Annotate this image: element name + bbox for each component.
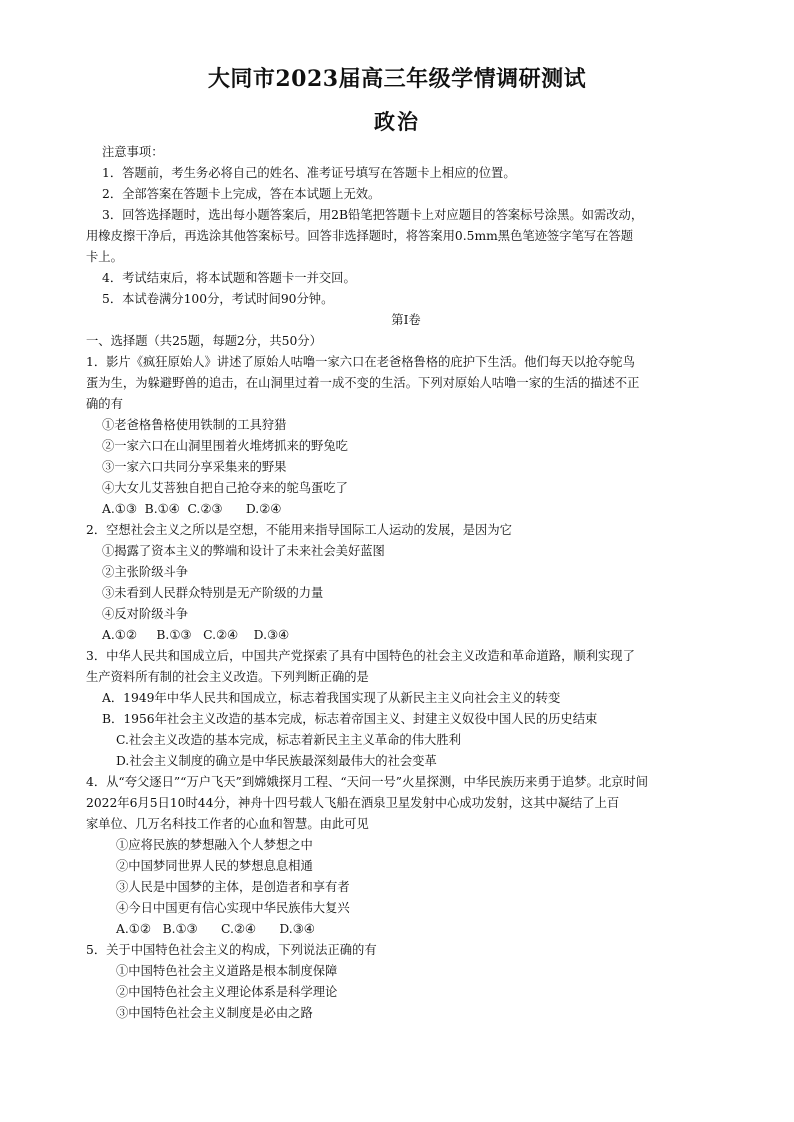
question-2-item: ③未看到人民群众特别是无产阶级的力量: [102, 586, 324, 600]
note-line: 4．考试结束后，将本试题和答题卡一并交回。: [102, 271, 356, 285]
question-5-item: ②中国特色社会主义理论体系是科学理论: [116, 985, 338, 999]
question-2-stem: 2．空想社会主义之所以是空想，不能用来指导国际工人运动的发展，是因为它: [86, 523, 512, 537]
question-3-option: A．1949年中华人民共和国成立，标志着我国实现了从新民主主义向社会主义的转变: [102, 691, 561, 705]
question-2-item: ④反对阶级斗争: [102, 607, 189, 621]
question-1-stem: 蛋为生，为躲避野兽的追击，在山洞里过着一成不变的生活。下列对原始人咕噜一家的生活的描述不正: [86, 376, 640, 390]
question-5-item: ①中国特色社会主义道路是根本制度保障: [116, 964, 338, 978]
note-line: 2．全部答案在答题卡上完成，答在本试题上无效。: [102, 187, 381, 201]
question-1-item: ①老爸格鲁格使用铁制的工具狩猎: [102, 418, 287, 432]
note-line: 3．回答选择题时，选出每小题答案后，用2B铅笔把答题卡上对应题目的答案标号涂黑。如需改动，: [102, 208, 644, 222]
note-line: 5．本试卷满分100分，考试时间90分钟。: [102, 292, 334, 306]
question-4-choices: A.①② B.①③ C.②④ D.③④: [116, 922, 315, 936]
question-3-stem: 3．中华人民共和国成立后，中国共产党探索了具有中国特色的社会主义改造和革命道路，顺利实现了: [86, 649, 635, 663]
note-line: 1．答题前，考生务必将自己的姓名、准考证号填写在答题卡上相应的位置。: [102, 166, 516, 180]
question-2-item: ②主张阶级斗争: [102, 565, 189, 579]
question-5-stem: 5．关于中国特色社会主义的构成，下列说法正确的有: [86, 943, 377, 957]
question-1-stem: 1．影片《疯狂原始人》讲述了原始人咕噜一家六口在老爸格鲁格的庇护下生活。他们每天以抢夺鸵鸟: [86, 355, 635, 369]
exam-title: 大同市2023届高三年级学情调研测试: [207, 66, 587, 92]
question-3-option: B．1956年社会主义改造的基本完成，标志着帝国主义、封建主义奴役中国人民的历史结束: [102, 712, 598, 726]
question-3-option: C.社会主义改造的基本完成，标志着新民主主义革命的伟大胜利: [116, 733, 461, 747]
question-1-stem: 确的有: [86, 397, 123, 411]
question-2-item: ①揭露了资本主义的弊端和设计了未来社会美好蓝图: [102, 544, 385, 558]
question-5-item: ③中国特色社会主义制度是必由之路: [116, 1006, 313, 1020]
question-4-item: ③人民是中国梦的主体，是创造者和享有者: [116, 880, 350, 894]
exam-subject: 政治: [374, 109, 420, 134]
question-1-item: ③一家六口共同分享采集来的野果: [102, 460, 287, 474]
exam-content: [86, 142, 726, 1024]
question-4-stem: 4．从“夸父逐日”“万户飞天”到嫦娥探月工程、“天问一号”火星探测，中华民族历来勇于追梦。北京时间: [86, 775, 649, 789]
note-line: 卡上。: [86, 250, 123, 264]
question-4-item: ④今日中国更有信心实现中华民族伟大复兴: [116, 901, 350, 915]
volume-label: 第I卷: [391, 313, 421, 327]
question-4-item: ①应将民族的梦想融入个人梦想之中: [116, 838, 313, 852]
note-line: 用橡皮擦干净后，再选涂其他答案标号。回答非选择题时，将答案用0.5mm黑色笔迹签字笔写在答题: [86, 229, 634, 243]
question-4-stem: 2022年6月5日10时44分，神舟十四号载人飞船在酒泉卫星发射中心成功发射，这其中凝结了上百: [86, 796, 620, 810]
question-4-stem: 家单位、几万名科技工作者的心血和智慧。由此可见: [86, 817, 369, 831]
question-3-stem: 生产资料所有制的社会主义改造。下列判断正确的是: [86, 670, 369, 684]
notes-heading: 注意事项：: [102, 145, 164, 159]
question-3-option: D.社会主义制度的确立是中华民族最深刻最伟大的社会变革: [116, 754, 437, 768]
question-1-choices: A.①③ B.①④ C.②③ D.②④: [102, 502, 282, 516]
question-1-item: ②一家六口在山洞里围着火堆烤抓来的野兔吃: [102, 439, 348, 453]
section-heading: 一、选择题（共25题，每题2分，共50分）: [86, 334, 322, 348]
question-4-item: ②中国梦同世界人民的梦想息息相通: [116, 859, 313, 873]
question-1-item: ④大女儿艾菩独自把自己抢夺来的鸵鸟蛋吃了: [102, 481, 348, 495]
question-2-choices: A.①② B.①③ C.②④ D.③④: [102, 628, 290, 642]
